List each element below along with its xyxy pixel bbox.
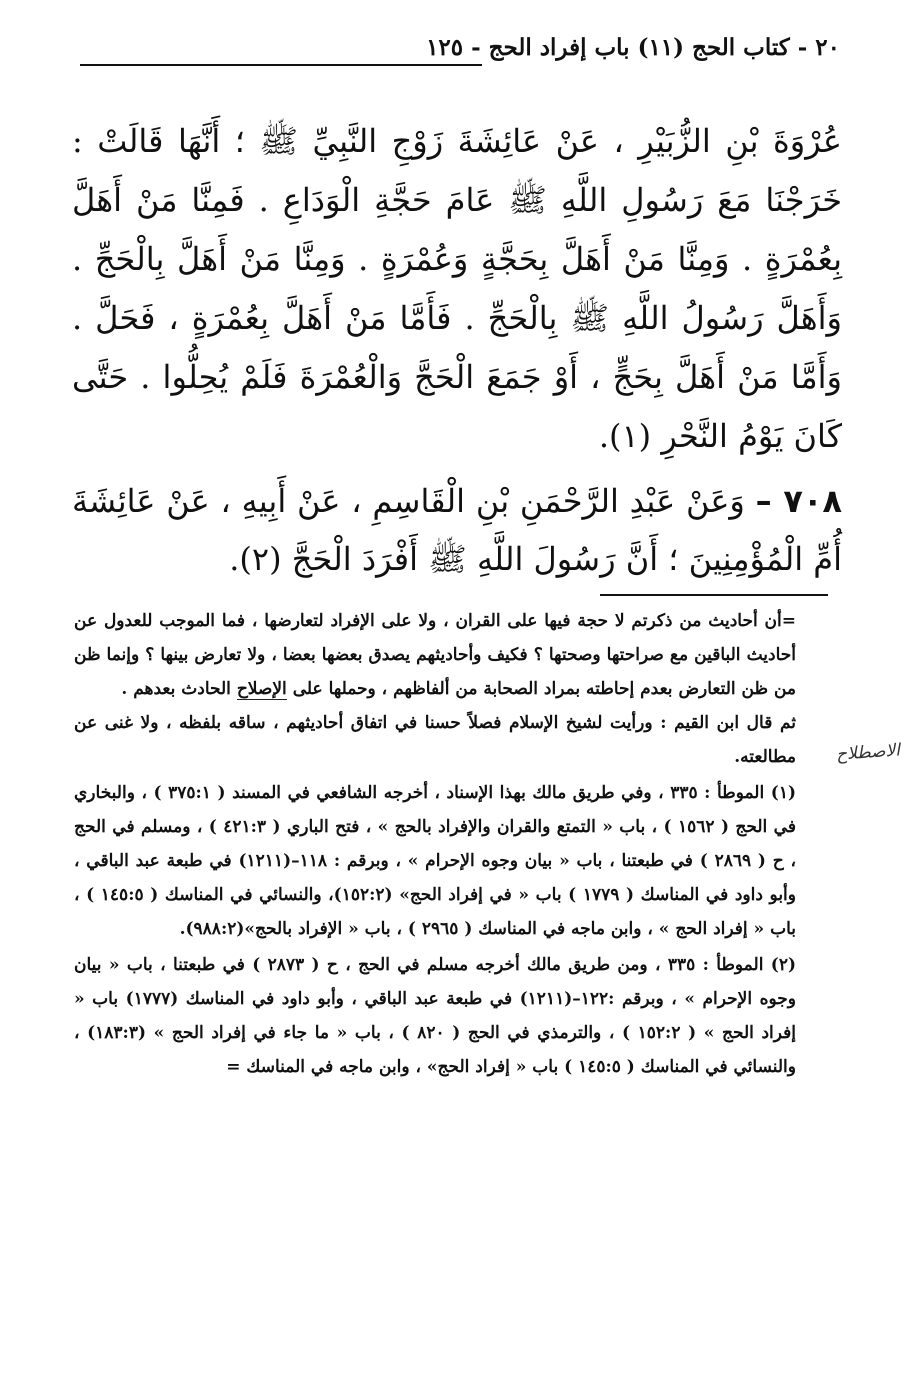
hadith-708 (72, 472, 842, 588)
footnote-continuation (74, 604, 796, 706)
footnote-separator (600, 594, 828, 596)
continuation-text-2: الحادث بعدهم . (121, 679, 231, 699)
running-header (80, 34, 840, 74)
header-title: ٢٠ - كتاب الحج (١١) باب إفراد الحج - ١٢٥ (426, 34, 840, 61)
main-text (72, 112, 842, 588)
footnote-2: (٢) الموطأ : ٣٣٥ ، ومن طريق مالك أخرجه مسلم في الحج ، ح ( ٢٨٧٣ ) في طبعتنا ، باب « بيان وجوه الإحرام » ، وبرقم :١٢٢–(١٢١١) في طبعة عبد الباقي ، وأبو داود في المناسك (١٧٧٧) باب « إفراد الحج » ( ١٥٢:٢ ) ، والترمذي في الحج ( ٨٢٠ ) ، باب « ما جاء في إفراد الحج » (١٨٣:٣) ، والنسائي في المناسك ( ١٤٥:٥ ) باب « إفراد الحج» ، وابن ماجه في المناسك = (74, 955, 797, 1077)
hadith-text: وَعَنْ عَبْدِ الرَّحْمَنِ بْنِ الْقَاسِمِ ، عَنْ أَبِيهِ ، عَنْ عَائِشَةَ أُمِّ الْمُؤْمِنِينَ ؛ أَنَّ رَسُولَ اللَّهِ ﷺ أَفْرَدَ الْحَجَّ (٢). (72, 482, 842, 578)
hadith-707-continuation: عُرْوَةَ بْنِ الزُّبَيْرِ ، عَنْ عَائِشَةَ زَوْجِ النَّبِيِّ ﷺ ؛ أَنَّهَا قَالَتْ : خَرَجْنَا مَعَ رَسُولِ اللَّهِ ﷺ عَامَ حَجَّةِ الْوَدَاعِ . فَمِنَّا مَنْ أَهَلَّ بِعُمْرَةٍ . وَمِنَّا مَنْ أَهَلَّ بِحَجَّةٍ وَعُمْرَةٍ . وَمِنَّا مَنْ أَهَلَّ بِالْحَجِّ . وَأَهَلَّ رَسُولُ اللَّهِ ﷺ بِالْحَجِّ . فَأَمَّا مَنْ أَهَلَّ بِعُمْرَةٍ ، فَحَلَّ . وَأَمَّا مَنْ أَهَلَّ بِحَجٍّ ، أَوْ جَمَعَ الْحَجَّ وَالْعُمْرَةَ فَلَمْ يُحِلُّوا . حَتَّى كَانَ يَوْمُ النَّحْرِ (١). (72, 122, 843, 455)
footnote-1: (١) الموطأ : ٣٣٥ ، وفي طريق مالك بهذا الإسناد ، أخرجه الشافعي في المسند ( ٣٧٥:١ ) ، والبخاري في الحج ( ١٥٦٢ ) ، باب « التمتع والقران والإفراد بالحج » ، فتح الباري ( ٤٢١:٣ ) ، ومسلم في الحج ، ح ( ٢٨٦٩ ) في طبعتنا ، باب « بيان وجوه الإحرام » ، وبرقم : ١١٨–(١٢١١) في طبعة عبد الباقي ، وأبو داود في المناسك ( ١٧٧٩ ) باب « في إفراد الحج» (١٥٢:٢)، والنسائي في المناسك ( ١٤٥:٥ ) ، باب « إفراد الحج » ، وابن ماجه في المناسك ( ٢٩٦٥ ) ، باب « الإفراد بالحج»(٩٨٨:٢). (74, 783, 797, 939)
handwritten-margin-note: الاصطلاح (835, 740, 901, 765)
footnotes (74, 604, 796, 1084)
underlined-word: الإصلاح (236, 679, 287, 699)
continuation-text-1: =أن أحاديث من ذكرتم لا حجة فيها على القران ، ولا على الإفراد لتعارضها ، فما الموجب للعدول عن أحاديث الباقين مع صراحتها وصحتها ؟ فكيف وأحاديثهم يصدق بعضها بعضا ، ولا تعارض بينها ؟ وإنما ظن من ظن التعارض بعدم إحاطته بمراد الصحابة من ألفاظهم ، وحملها على (74, 611, 796, 699)
hadith-number: ٧٠٨ – (755, 482, 843, 520)
header-rule (80, 64, 482, 66)
footnote-continuation-ibn-qayyim: ثم قال ابن القيم : ورأيت لشيخ الإسلام فصلاً حسنا في اتفاق أحاديثهم ، ساقه بلفظه ، ولا غنى عن مطالعته. (74, 713, 796, 767)
